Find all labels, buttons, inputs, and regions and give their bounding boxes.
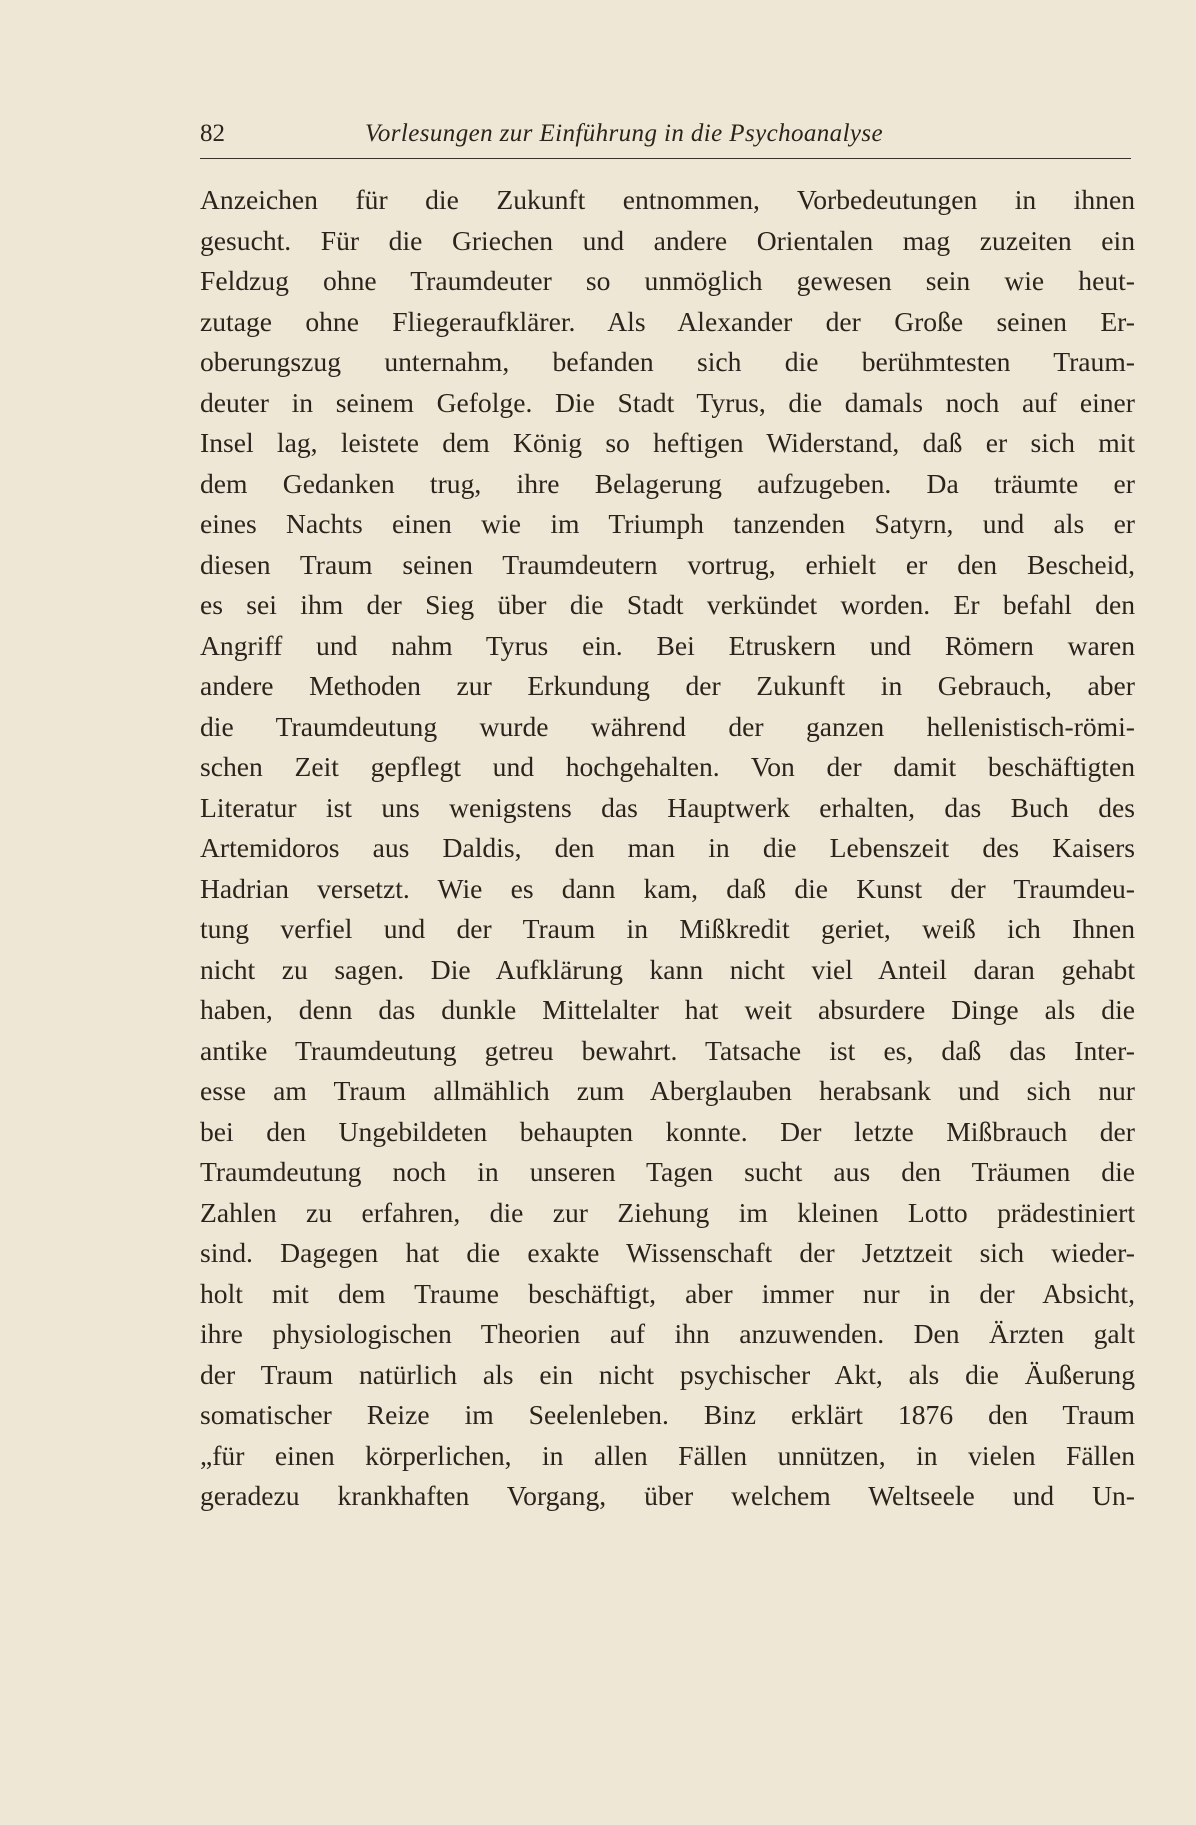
text-line: zutage ohne Fliegeraufklärer. Als Alexander der Große seinen Er- bbox=[200, 305, 1135, 337]
text-line: Traumdeutung noch in unseren Tagen sucht aus den Träumen die bbox=[200, 1156, 1135, 1187]
text-line: sind. Dagegen hat die exakte Wissenschaft der Jetztzeit sich wieder- bbox=[200, 1237, 1135, 1268]
text-line: geradezu krankhaften Vorgang, über welchem Weltseele und Un- bbox=[200, 1480, 1135, 1511]
text-line: andere Methoden zur Erkundung der Zukunft in Gebrauch, aber bbox=[200, 670, 1135, 701]
text-line: die Traumdeutung wurde während der ganzen hellenistisch-römi- bbox=[200, 710, 1135, 742]
text-line: antike Traumdeutung getreu bewahrt. Tatsache ist es, daß das Inter- bbox=[200, 1034, 1135, 1066]
body-text bbox=[200, 180, 1135, 1517]
text-line: esse am Traum allmählich zum Aberglauben herabsank und sich nur bbox=[200, 1075, 1135, 1106]
text-line: eines Nachts einen wie im Triumph tanzenden Satyrn, und als er bbox=[200, 508, 1135, 539]
text-line: Hadrian versetzt. Wie es dann kam, daß die Kunst der Traumdeu- bbox=[200, 872, 1135, 904]
text-line: Feldzug ohne Traumdeuter so unmöglich gewesen sein wie heut- bbox=[200, 265, 1135, 296]
page-number: 82 bbox=[200, 120, 225, 147]
text-line: Zahlen zu erfahren, die zur Ziehung im kleinen Lotto prädestiniert bbox=[200, 1196, 1135, 1228]
page-header bbox=[200, 118, 1131, 159]
text-line: Literatur ist uns wenigstens das Hauptwerk erhalten, das Buch des bbox=[200, 791, 1135, 823]
text-line: somatischer Reize im Seelenleben. Binz erklärt 1876 den Traum bbox=[200, 1399, 1135, 1430]
text-line: holt mit dem Traume beschäftigt, aber immer nur in der Absicht, bbox=[200, 1277, 1135, 1309]
text-line: der Traum natürlich als ein nicht psychischer Akt, als die Äußerung bbox=[200, 1358, 1135, 1390]
text-line: gesucht. Für die Griechen und andere Orientalen mag zuzeiten ein bbox=[200, 224, 1135, 256]
text-line: ihre physiologischen Theorien auf ihn anzuwenden. Den Ärzten galt bbox=[200, 1318, 1135, 1349]
text-line: Angriff und nahm Tyrus ein. Bei Etruskern und Römern waren bbox=[200, 629, 1135, 661]
text-line: „für einen körperlichen, in allen Fällen unnützen, in vielen Fällen bbox=[200, 1439, 1135, 1471]
text-line: haben, denn das dunkle Mittelalter hat weit absurdere Dinge als die bbox=[200, 994, 1135, 1025]
text-line: dem Gedanken trug, ihre Belagerung aufzugeben. Da träumte er bbox=[200, 467, 1135, 499]
text-line: Insel lag, leistete dem König so heftigen Widerstand, daß er sich mit bbox=[200, 427, 1135, 458]
text-line: es sei ihm der Sieg über die Stadt verkündet worden. Er befahl den bbox=[200, 589, 1135, 620]
text-line: nicht zu sagen. Die Aufklärung kann nicht viel Anteil daran gehabt bbox=[200, 953, 1135, 985]
text-line: diesen Traum seinen Traumdeutern vortrug, erhielt er den Bescheid, bbox=[200, 548, 1135, 580]
text-line: Anzeichen für die Zukunft entnommen, Vorbedeutungen in ihnen bbox=[200, 184, 1135, 215]
text-line: schen Zeit gepflegt und hochgehalten. Von der damit beschäftigten bbox=[200, 751, 1135, 782]
text-line: oberungszug unternahm, befanden sich die berühmtesten Traum- bbox=[200, 346, 1135, 377]
text-line: tung verfiel und der Traum in Mißkredit geriet, weiß ich Ihnen bbox=[200, 913, 1135, 944]
text-line: deuter in seinem Gefolge. Die Stadt Tyrus, die damals noch auf einer bbox=[200, 386, 1135, 418]
text-line: bei den Ungebildeten behaupten konnte. Der letzte Mißbrauch der bbox=[200, 1115, 1135, 1147]
text-line: Artemidoros aus Daldis, den man in die Lebenszeit des Kaisers bbox=[200, 832, 1135, 863]
running-title: Vorlesungen zur Einführung in die Psychoanalyse bbox=[365, 120, 884, 147]
